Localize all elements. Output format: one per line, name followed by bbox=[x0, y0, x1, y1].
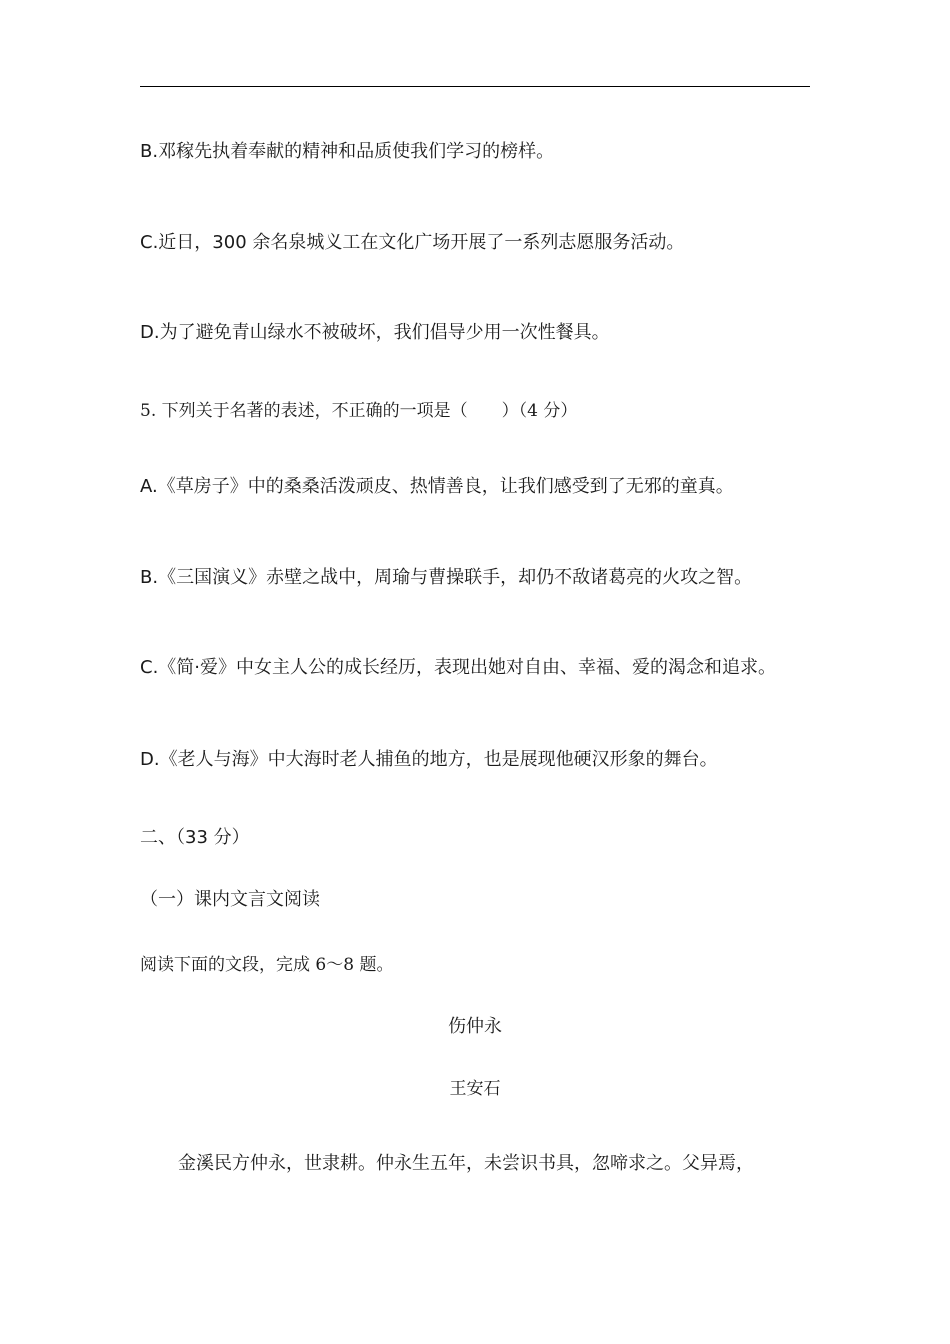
header-rule bbox=[140, 86, 810, 87]
question-5-stem: 5. 下列关于名著的表述，不正确的一项是（ ）（4 分） bbox=[140, 401, 578, 421]
q4-option-b: B.邓稼先执着奉献的精神和品质使我们学习的榜样。 bbox=[140, 141, 555, 162]
passage-first-line: 金溪民方仲永，世隶耕。仲永生五年，未尝识书具，忽啼求之。父异焉， bbox=[178, 1153, 754, 1174]
q4-option-d: D.为了避免青山绿水不被破坏，我们倡导少用一次性餐具。 bbox=[140, 322, 610, 343]
q4-option-c: C.近日，300 余名泉城义工在文化广场开展了一系列志愿服务活动。 bbox=[140, 232, 685, 253]
passage-title: 伤仲永 bbox=[448, 1016, 502, 1037]
q5-option-b: B.《三国演义》赤壁之战中，周瑜与曹操联手，却仍不敌诸葛亮的火攻之智。 bbox=[140, 567, 753, 588]
section-2-heading: 二、（33 分） bbox=[140, 827, 250, 848]
q5-option-a: A.《草房子》中的桑桑活泼顽皮、热情善良，让我们感受到了无邪的童真。 bbox=[140, 476, 734, 497]
q5-option-c: C.《简·爱》中女主人公的成长经历，表现出她对自由、幸福、爱的渴念和追求。 bbox=[140, 657, 777, 678]
reading-instruction: 阅读下面的文段，完成 6～8 题。 bbox=[140, 955, 394, 975]
passage-author: 王安石 bbox=[449, 1079, 501, 1099]
q5-option-d: D.《老人与海》中大海时老人捕鱼的地方，也是展现他硬汉形象的舞台。 bbox=[140, 749, 718, 770]
section-2-subheading: （一）课内文言文阅读 bbox=[140, 889, 320, 910]
